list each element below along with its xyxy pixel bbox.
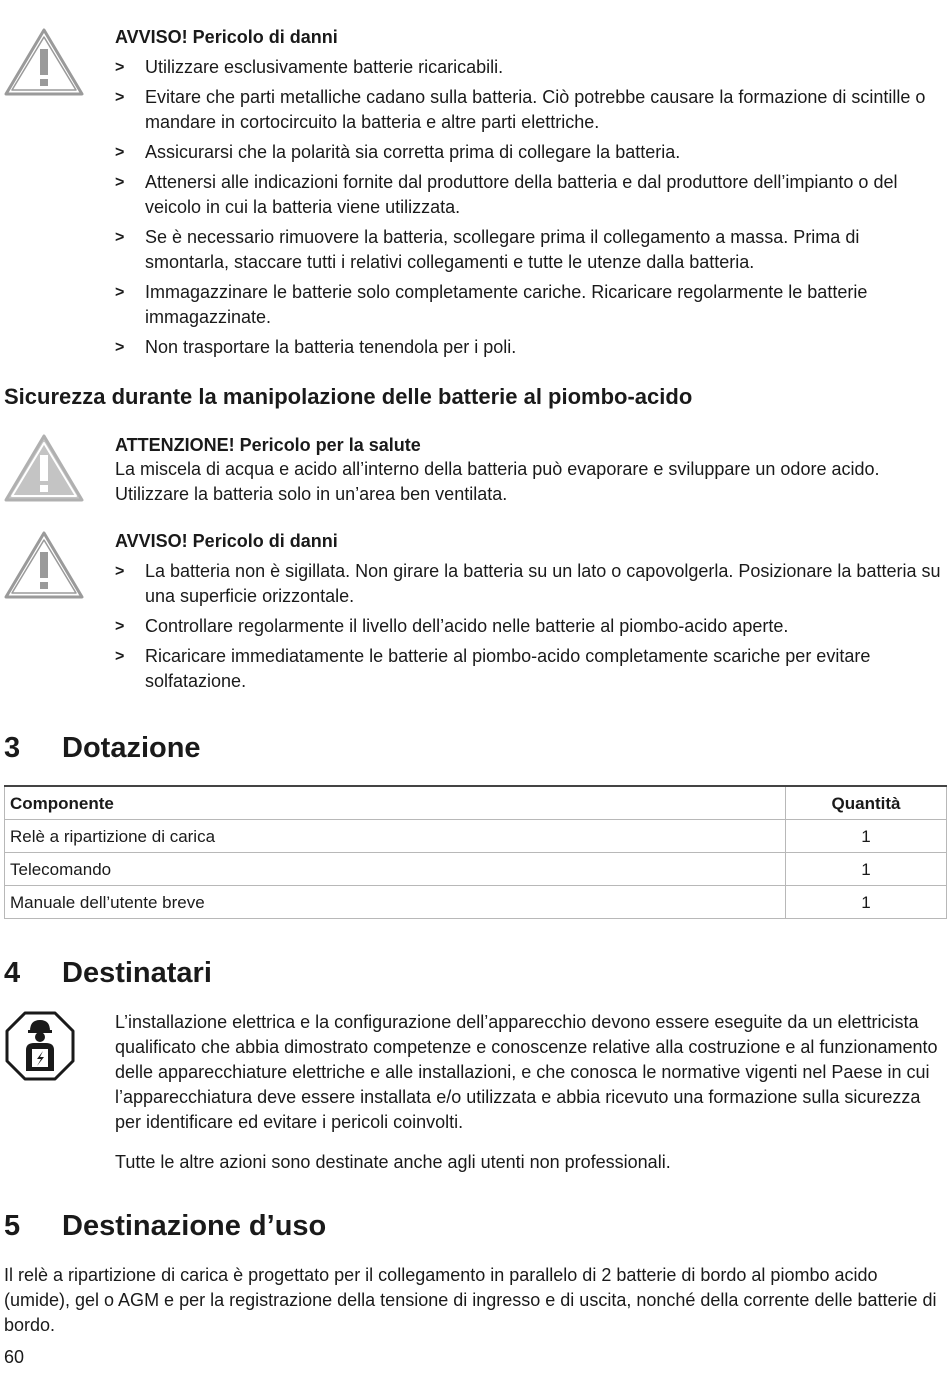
- section-number: 4: [4, 957, 21, 989]
- list-item: > Utilizzare esclusivamente batterie ricaricabili.: [115, 55, 946, 80]
- table-cell: 1: [786, 886, 947, 919]
- list-item: > Ricaricare immediatamente le batterie al piombo-acido completamente scariche per evitare solfatazione.: [115, 644, 946, 694]
- target-audience-text: [115, 1010, 946, 1175]
- column-header-component: Componente: [5, 786, 786, 820]
- table-cell: Manuale dell’utente breve: [5, 886, 786, 919]
- warning-triangle-icon: [3, 27, 85, 97]
- list-item: > La batteria non è sigillata. Non girare la batteria su un lato o capovolgerla. Posizionare la batteria su una superficie orizzontale.: [115, 559, 946, 609]
- components-table: [4, 785, 947, 919]
- warning-triangle-icon: [3, 530, 85, 600]
- list-item: > Controllare regolarmente il livello dell’acido nelle batterie al piombo-acido aperte.: [115, 614, 946, 639]
- section-heading-destinatari: [4, 955, 212, 991]
- paragraph: Tutte le altre azioni sono destinate anche agli utenti non professionali.: [115, 1152, 671, 1172]
- notice-list: [115, 559, 946, 694]
- list-item: > Immagazzinare le batterie solo completamente cariche. Ricaricare regolarmente le batterie immagazzinate.: [115, 280, 946, 330]
- list-item: > Assicurarsi che la polarità sia corretta prima di collegare la batteria.: [115, 140, 946, 165]
- list-item: > Attenersi alle indicazioni fornite dal produttore della batteria e dal produttore dell’impianto o del veicolo in cui la batteria viene utilizzata.: [115, 170, 946, 220]
- notice-title: ATTENZIONE! Pericolo per la salute: [115, 435, 421, 455]
- section-title: Destinatari: [62, 957, 212, 989]
- section-number: 5: [4, 1210, 21, 1242]
- notice-title: AVVISO! Pericolo di danni: [115, 531, 338, 551]
- intended-use-text: Il relè a ripartizione di carica è progettato per il collegamento in parallelo di 2 batterie di bordo al piombo acido (umide), gel o AGM e per la registrazione della tensione di ingresso e di uscita, nonché della corrente delle batterie di bordo.: [4, 1265, 937, 1335]
- table-cell: Telecomando: [5, 853, 786, 886]
- notice-text: La miscela di acqua e acido all’interno della batteria può evaporare e sviluppare un odore acido. Utilizzare la batteria solo in un’area ben ventilata.: [115, 459, 880, 504]
- table-cell: 1: [786, 820, 947, 853]
- section-title: Destinazione d’uso: [62, 1210, 327, 1242]
- section-number: 3: [4, 732, 21, 764]
- column-header-quantity: Quantità: [786, 786, 947, 820]
- table-row: [5, 886, 947, 919]
- lead-acid-safety-heading: Sicurezza durante la manipolazione delle batterie al piombo-acido: [4, 384, 693, 409]
- table-cell: 1: [786, 853, 947, 886]
- section-heading-destinazione-uso: [4, 1208, 326, 1244]
- list-item: > Evitare che parti metalliche cadano sulla batteria. Ciò potrebbe causare la formazione di scintille o mandare in cortocircuito la batteria e altre parti elettriche.: [115, 85, 946, 135]
- table-cell: Relè a ripartizione di carica: [5, 820, 786, 853]
- table-row: [5, 853, 947, 886]
- section-title: Dotazione: [62, 732, 201, 764]
- section-heading-dotazione: [4, 730, 201, 766]
- page-number: 60: [4, 1347, 25, 1367]
- table-row: [5, 820, 947, 853]
- paragraph: L’installazione elettrica e la configurazione dell’apparecchio devono essere eseguite da un elettricista qualificato che abbia dimostrato competenze e conoscenze relative alla costruzione e al funzionamento delle apparecchiature elettriche e alle installazioni, e che conosca le normative vigenti nel Paese in cui l’apparecchiatura deve essere installata e/o utilizzata e abbia ricevuto una formazione sulla sicurezza per identificare ed evitare i pericoli coinvolti.: [115, 1012, 938, 1132]
- list-item: > Non trasportare la batteria tenendola per i poli.: [115, 335, 946, 360]
- warning-triangle-filled-icon: [3, 433, 85, 503]
- notice-list: [115, 55, 946, 360]
- table-header-row: [5, 786, 947, 820]
- notice-title: AVVISO! Pericolo di danni: [115, 27, 338, 47]
- qualified-electrician-icon: [4, 1010, 76, 1082]
- list-item: > Se è necessario rimuovere la batteria, scollegare prima il collegamento a massa. Prima di smontarla, staccare tutti i relativi collegamenti e tutte le utenze dalla batteria.: [115, 225, 946, 275]
